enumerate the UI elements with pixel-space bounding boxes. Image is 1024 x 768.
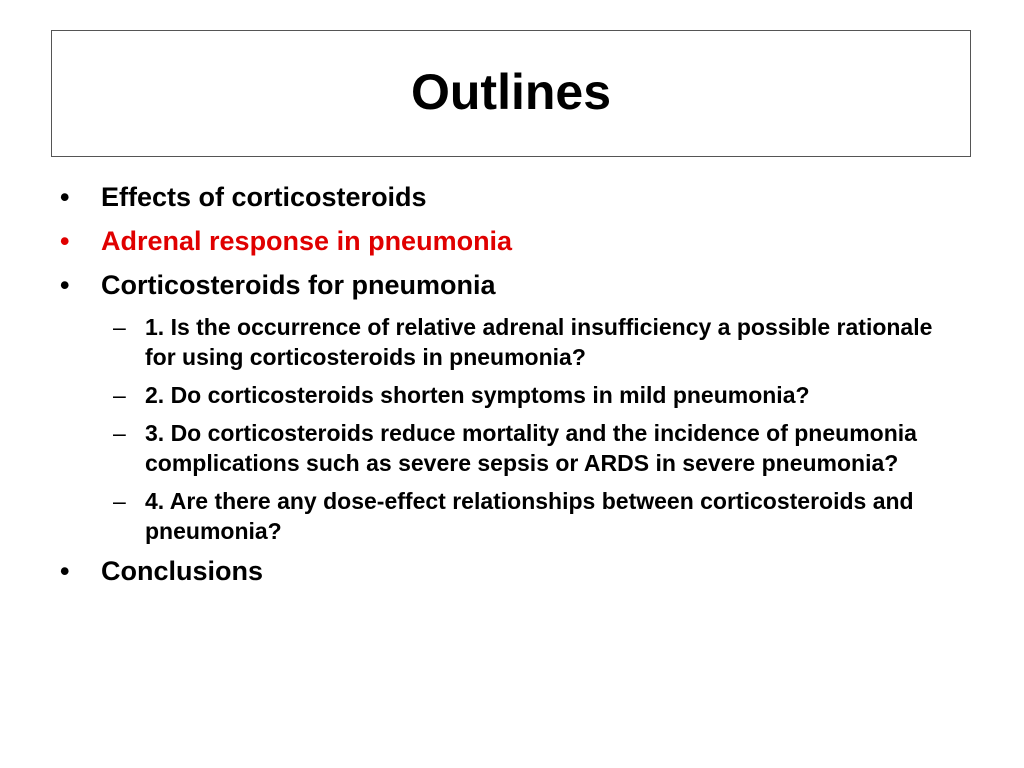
dash-marker: – — [113, 382, 126, 408]
sub-question-item — [60, 486, 965, 546]
dash-marker: – — [113, 488, 126, 514]
outline-item-conclusions — [60, 554, 960, 588]
outline-item-corticosteroids — [60, 268, 960, 302]
sub-question-text: 4. Are there any dose-effect relationships between corticosteroids and pneumonia? — [145, 488, 914, 544]
outline-item-text: Adrenal response in pneumonia — [101, 226, 513, 256]
outline-item-text: Corticosteroids for pneumonia — [101, 270, 496, 300]
sub-question-item — [60, 380, 965, 410]
bullet-marker: • — [60, 556, 70, 586]
outline-item-text: Conclusions — [101, 556, 264, 586]
sub-question-list — [60, 312, 960, 546]
sub-question-text: 2. Do corticosteroids shorten symptoms in mild pneumonia? — [145, 382, 810, 408]
outline-list — [60, 180, 960, 598]
bullet-marker: • — [60, 182, 70, 212]
slide-title: Outlines — [410, 63, 612, 120]
sub-question-text: 1. Is the occurrence of relative adrenal insufficiency a possible rationale for using corticosteroids in pneumonia? — [145, 314, 933, 370]
outline-item-text: Effects of corticosteroids — [101, 182, 427, 212]
bullet-marker: • — [60, 226, 70, 256]
sub-question-item — [60, 418, 965, 478]
outline-item-adrenal-response — [60, 224, 960, 258]
sub-question-item — [60, 312, 965, 372]
bullet-marker: • — [60, 270, 70, 300]
dash-marker: – — [113, 314, 126, 340]
outline-item-effects — [60, 180, 960, 214]
title-box — [51, 30, 971, 157]
sub-question-text: 3. Do corticosteroids reduce mortality and the incidence of pneumonia complications such as severe sepsis or ARDS in severe pneumonia? — [145, 420, 917, 476]
dash-marker: – — [113, 420, 126, 446]
